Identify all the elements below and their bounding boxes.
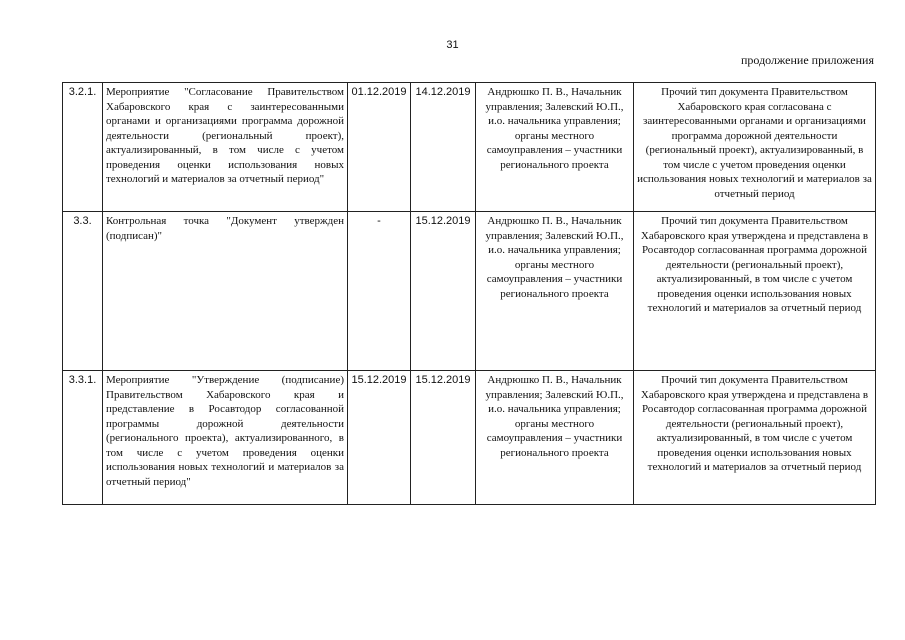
row-end-date: 15.12.2019 [411,212,476,371]
row-responsible: Андрюшко П. В., Начальник управления; Залевский Ю.П., и.о. начальника управления; органы местного самоуправления – участники регионального проекта [476,212,634,371]
table-row [63,83,876,212]
row-responsible: Андрюшко П. В., Начальник управления; Залевский Ю.П., и.о. начальника управления; органы местного самоуправления – участники регионального проекта [476,83,634,212]
row-description: Контрольная точка "Документ утвержден (подписан)" [103,212,348,371]
row-end-date: 14.12.2019 [411,83,476,212]
page-number: 31 [446,39,459,51]
row-responsible: Андрюшко П. В., Начальник управления; Залевский Ю.П., и.о. начальника управления; органы местного самоуправления – участники регионального проекта [476,371,634,505]
row-start-date: 01.12.2019 [348,83,411,212]
table-row [63,371,876,505]
row-number: 3.3.1. [63,371,103,505]
row-number: 3.2.1. [63,83,103,212]
continuation-note: продолжение приложения [741,53,874,67]
row-start-date: - [348,212,411,371]
row-number: 3.3. [63,212,103,371]
row-result: Прочий тип документа Правительством Хабаровского края согласована с заинтересованными органами и организациями программа дорожной деятельности (региональный проект), актуализированный, в том числе с учетом проведения оценки использования новых технологий и материалов за отчетный период [634,83,876,212]
row-result: Прочий тип документа Правительством Хабаровского края утверждена и представлена в Росавтодор согласованная программа дорожной деятельности (региональный проект), актуализированный, в том числе с учетом проведения оценки использования новых технологий и материалов за отчетный период [634,212,876,371]
row-result: Прочий тип документа Правительством Хабаровского края утверждена и представлена в Росавтодор согласованная программа дорожной деятельности (региональный проект), актуализированный, в том числе с учетом проведения оценки использования новых технологий и материалов за отчетный период [634,371,876,505]
row-description: Мероприятие "Согласование Правительством Хабаровского края с заинтересованными органами и организациями программа дорожной деятельности (региональный проект), актуализированный, в том числе с учетом проведения оценки использования новых технологий и материалов за отчетный период" [103,83,348,212]
table-row [63,212,876,371]
row-end-date: 15.12.2019 [411,371,476,505]
row-start-date: 15.12.2019 [348,371,411,505]
row-description: Мероприятие "Утверждение (подписание) Правительством Хабаровского края и представление в Росавтодор согласованной программы дорожной деятельности (регионального проекта), актуализированного, в том числе с учетом проведения оценки использования новых технологий и материалов за отчетный период" [103,371,348,505]
plan-table [62,82,876,505]
